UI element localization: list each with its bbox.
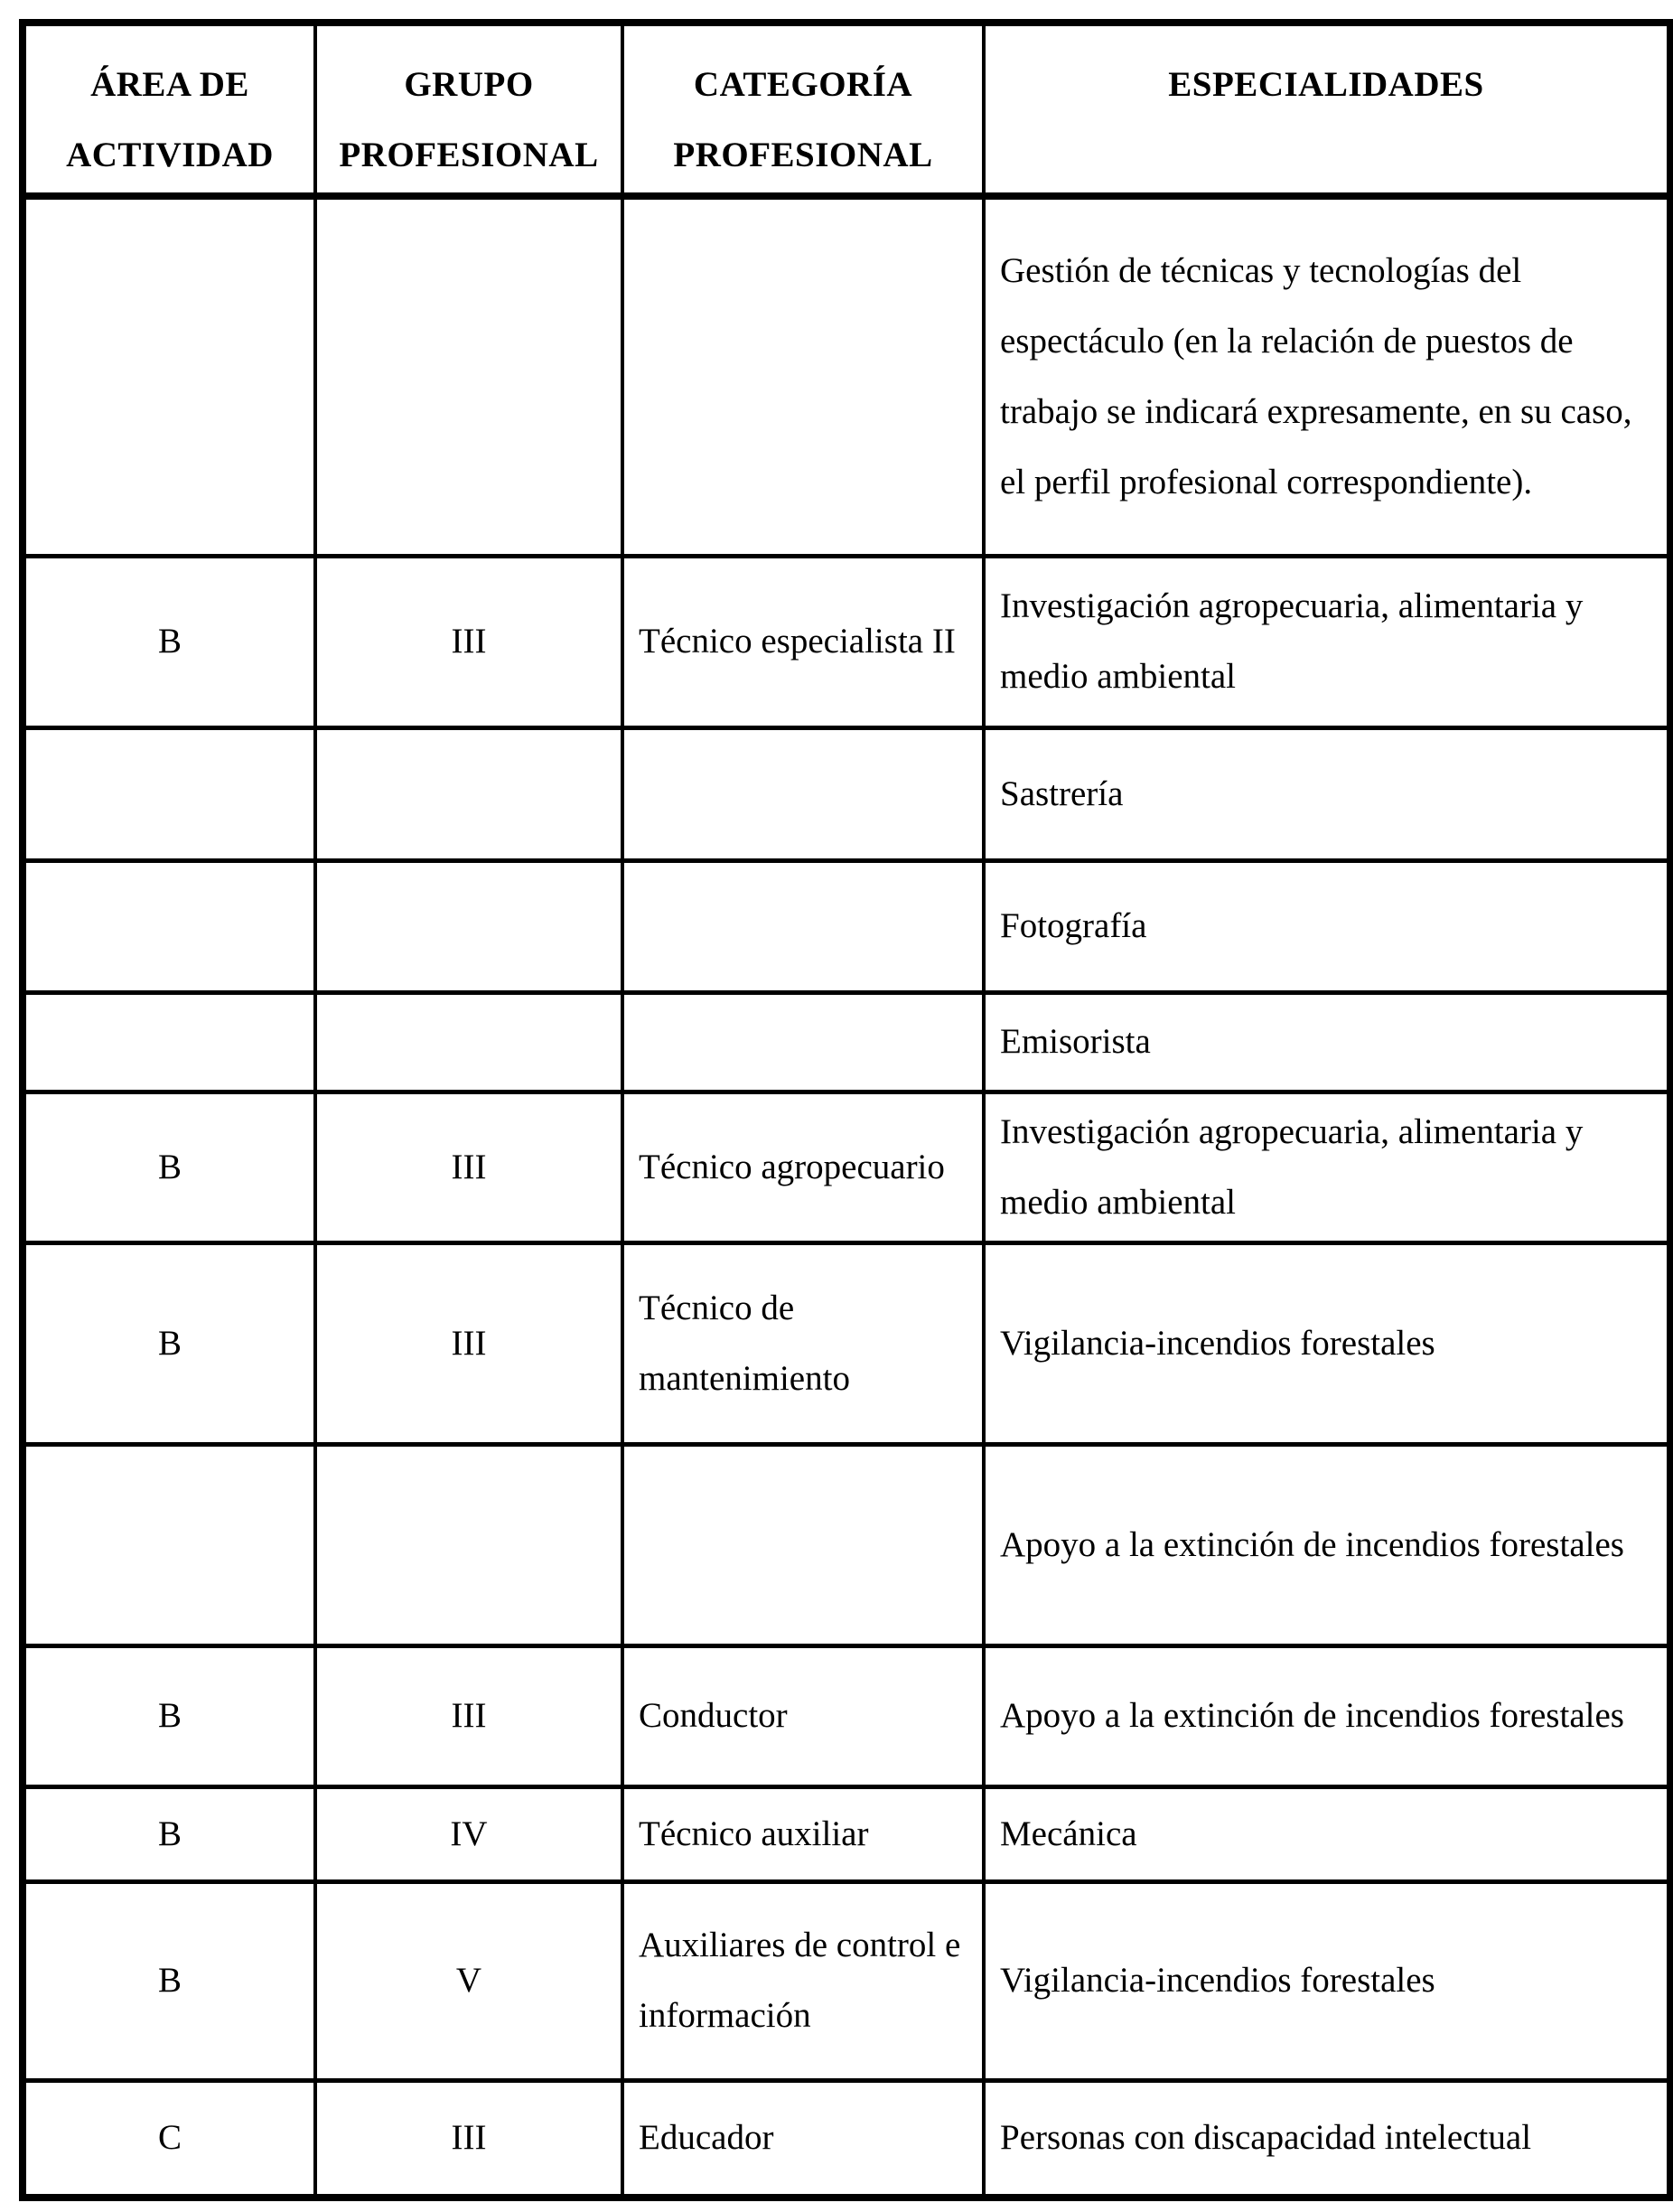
table-row xyxy=(23,1242,1670,1444)
cell-especialidades: Fotografía xyxy=(984,860,1670,992)
table-row xyxy=(23,727,1670,860)
cell-categoria xyxy=(622,1444,984,1645)
cell-especialidades: Apoyo a la extinción de incendios forestales xyxy=(984,1645,1670,1786)
cell-especialidades: Vigilancia-incendios forestales xyxy=(984,1881,1670,2080)
cell-grupo xyxy=(315,196,622,556)
professional-categories-table xyxy=(19,19,1673,2201)
cell-grupo: III xyxy=(315,2080,622,2198)
cell-area: C xyxy=(23,2080,315,2198)
cell-area xyxy=(23,1444,315,1645)
cell-categoria xyxy=(622,196,984,556)
cell-categoria xyxy=(622,992,984,1092)
column-header-area-de-actividad: ÁREA DE ACTIVIDAD xyxy=(23,23,315,196)
table-row xyxy=(23,196,1670,556)
header-row xyxy=(23,23,1670,196)
table-row xyxy=(23,2080,1670,2198)
cell-categoria: Educador xyxy=(622,2080,984,2198)
cell-area: B xyxy=(23,1092,315,1242)
cell-grupo xyxy=(315,860,622,992)
cell-grupo: IV xyxy=(315,1786,622,1881)
cell-area: B xyxy=(23,556,315,727)
cell-especialidades: Apoyo a la extinción de incendios forestales xyxy=(984,1444,1670,1645)
table-row xyxy=(23,1881,1670,2080)
column-header-grupo-profesional: GRUPO PROFESIONAL xyxy=(315,23,622,196)
cell-especialidades: Investigación agropecuaria, alimentaria y medio ambiental xyxy=(984,1092,1670,1242)
cell-grupo xyxy=(315,1444,622,1645)
cell-especialidades: Mecánica xyxy=(984,1786,1670,1881)
cell-especialidades: Personas con discapacidad intelectual xyxy=(984,2080,1670,2198)
cell-grupo: III xyxy=(315,1092,622,1242)
cell-especialidades: Investigación agropecuaria, alimentaria y medio ambiental xyxy=(984,556,1670,727)
table-row xyxy=(23,1092,1670,1242)
table-row xyxy=(23,992,1670,1092)
cell-grupo xyxy=(315,727,622,860)
cell-especialidades: Emisorista xyxy=(984,992,1670,1092)
table-row xyxy=(23,1444,1670,1645)
cell-especialidades: Vigilancia-incendios forestales xyxy=(984,1242,1670,1444)
table-row xyxy=(23,1786,1670,1881)
cell-categoria xyxy=(622,860,984,992)
cell-grupo: V xyxy=(315,1881,622,2080)
cell-area xyxy=(23,727,315,860)
cell-categoria xyxy=(622,727,984,860)
cell-grupo: III xyxy=(315,556,622,727)
cell-area: B xyxy=(23,1881,315,2080)
column-header-especialidades: ESPECIALIDADES xyxy=(984,23,1670,196)
cell-categoria: Técnico especialista II xyxy=(622,556,984,727)
cell-categoria: Auxiliares de control e información xyxy=(622,1881,984,2080)
cell-area xyxy=(23,992,315,1092)
table-row xyxy=(23,860,1670,992)
cell-categoria: Técnico de mantenimiento xyxy=(622,1242,984,1444)
cell-area xyxy=(23,196,315,556)
cell-area: B xyxy=(23,1645,315,1786)
table-row xyxy=(23,1645,1670,1786)
cell-grupo: III xyxy=(315,1645,622,1786)
cell-area xyxy=(23,860,315,992)
cell-area: B xyxy=(23,1242,315,1444)
cell-grupo: III xyxy=(315,1242,622,1444)
cell-categoria: Técnico auxiliar xyxy=(622,1786,984,1881)
cell-categoria: Técnico agropecuario xyxy=(622,1092,984,1242)
cell-area: B xyxy=(23,1786,315,1881)
column-header-categoria-profesional: CATEGORÍA PROFESIONAL xyxy=(622,23,984,196)
table-row xyxy=(23,556,1670,727)
cell-especialidades: Sastrería xyxy=(984,727,1670,860)
cell-especialidades: Gestión de técnicas y tecnologías del espectáculo (en la relación de puestos de trabajo se indicará expresamente, en su caso, el perfil profesional correspondiente). xyxy=(984,196,1670,556)
cell-grupo xyxy=(315,992,622,1092)
cell-categoria: Conductor xyxy=(622,1645,984,1786)
